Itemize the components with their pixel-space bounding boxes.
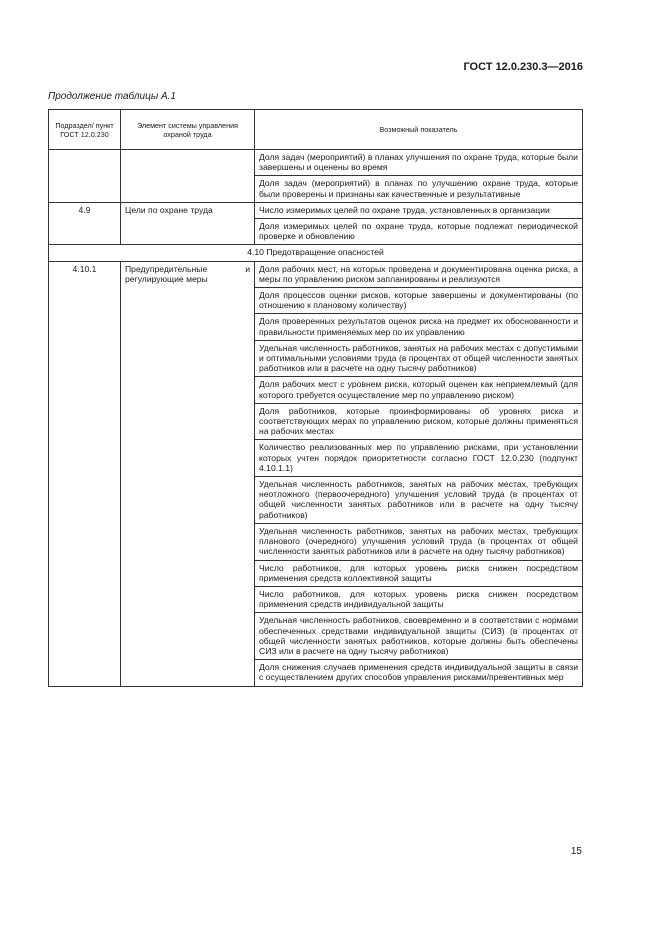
indicator-cell: Доля рабочих мест, на которых проведена и документирована оценка риска, а меры по управлению риском запланированы и реализуются: [255, 261, 583, 287]
section-number: 4.10: [247, 247, 264, 258]
subsection-number: 4.9: [49, 202, 121, 245]
indicator-cell: Доля задач (мероприятий) в планах улучшения по охране труда, которые были завершены и оценены во время: [255, 150, 583, 176]
indicator-cell: Доля работников, которые проинформированы об уровнях риска и соответствующих мерах по управлению риском, которые должны применяться на рабочих местах: [255, 403, 583, 440]
document-code: ГОСТ 12.0.230.3—2016: [463, 61, 583, 73]
table-row: [49, 261, 583, 287]
section-title: Предотвращение опасностей: [266, 247, 384, 258]
section-row: [49, 245, 583, 261]
indicator-table: [48, 109, 583, 687]
subsection-number: [49, 150, 121, 203]
table-header-row: [49, 110, 583, 150]
page-number: 15: [570, 846, 582, 857]
indicator-cell: Количество реализованных мер по управлению рисками, при установлении которых учтен порядок приоритетности согласно ГОСТ 12.0.230 (подпункт 4.10.1.1): [255, 440, 583, 477]
indicator-cell: Число работников, для которых уровень риска снижен посредством применения средств коллективной защиты: [255, 560, 583, 586]
indicator-cell: Доля процессов оценки рисков, которые завершены и документированы (по отношению к плановому количеству): [255, 288, 583, 314]
indicator-cell: Доля проверенных результатов оценок риска на предмет их обоснованности и правильности применяемых мер по их управлению: [255, 314, 583, 340]
header-indicator: Возможный показатель: [255, 110, 583, 150]
subsection-number: 4.10.1: [49, 261, 121, 686]
indicator-cell: Удельная численность работников, своевременно и в соответствии с нормами обеспеченных средствами индивидуальной защиты (СИЗ) (в процентах от общей численности занятых работников, которые должны быть обеспечены СИЗ или в расчете на одну тысячу работников): [255, 613, 583, 660]
indicator-cell: Удельная численность работников, занятых на рабочих местах, требующих неотложного (первоочередного) улучшения условий труда (в процентах от общей численности занятых работников или в расчете на одну тысячу работников): [255, 477, 583, 524]
header-subsection: Подраздел/ пункт ГОСТ 12.0.230: [49, 110, 121, 150]
system-element: [121, 150, 255, 203]
indicator-cell: Доля задач (мероприятий) в планах по улучшению охране труда, которые были проверены и признаны как качественные и результативные: [255, 176, 583, 202]
section-heading: [49, 245, 583, 261]
indicator-cell: Удельная численность работников, занятых на рабочих местах, требующих планового (очередного) улучшения условий труда (в процентах от общей численности занятых работников или в расчете на одну тысячу работников): [255, 523, 583, 560]
indicator-cell: Число работников, для которых уровень риска снижен посредством применения средств индивидуальной защиты: [255, 586, 583, 612]
header-element: Элемент системы управления охраной труда: [121, 110, 255, 150]
indicator-cell: Доля рабочих мест с уровнем риска, который оценен как неприемлемый (для которого требуется осуществление мер по управлению риском): [255, 377, 583, 403]
system-element: Предупредительные и регулирующие меры: [121, 261, 255, 686]
indicator-cell: Доля измеримых целей по охране труда, которые подлежат периодической проверке и обновлению: [255, 219, 583, 245]
indicator-cell: Доля снижения случаев применения средств индивидуальной защиты в связи с осуществлением других способов управления рисками/превентивных мер: [255, 660, 583, 686]
table-row: [49, 202, 583, 218]
table-row: [49, 150, 583, 176]
table-caption: Продолжение таблицы А.1: [48, 91, 176, 102]
indicator-cell: Число измеримых целей по охране труда, установленных в организации: [255, 202, 583, 218]
indicator-cell: Удельная численность работников, занятых на рабочих местах с допустимыми и оптимальными условиями труда (в процентах от общей численности занятых работников или в расчете на одну тысячу работников): [255, 340, 583, 377]
system-element: Цели по охране труда: [121, 202, 255, 245]
